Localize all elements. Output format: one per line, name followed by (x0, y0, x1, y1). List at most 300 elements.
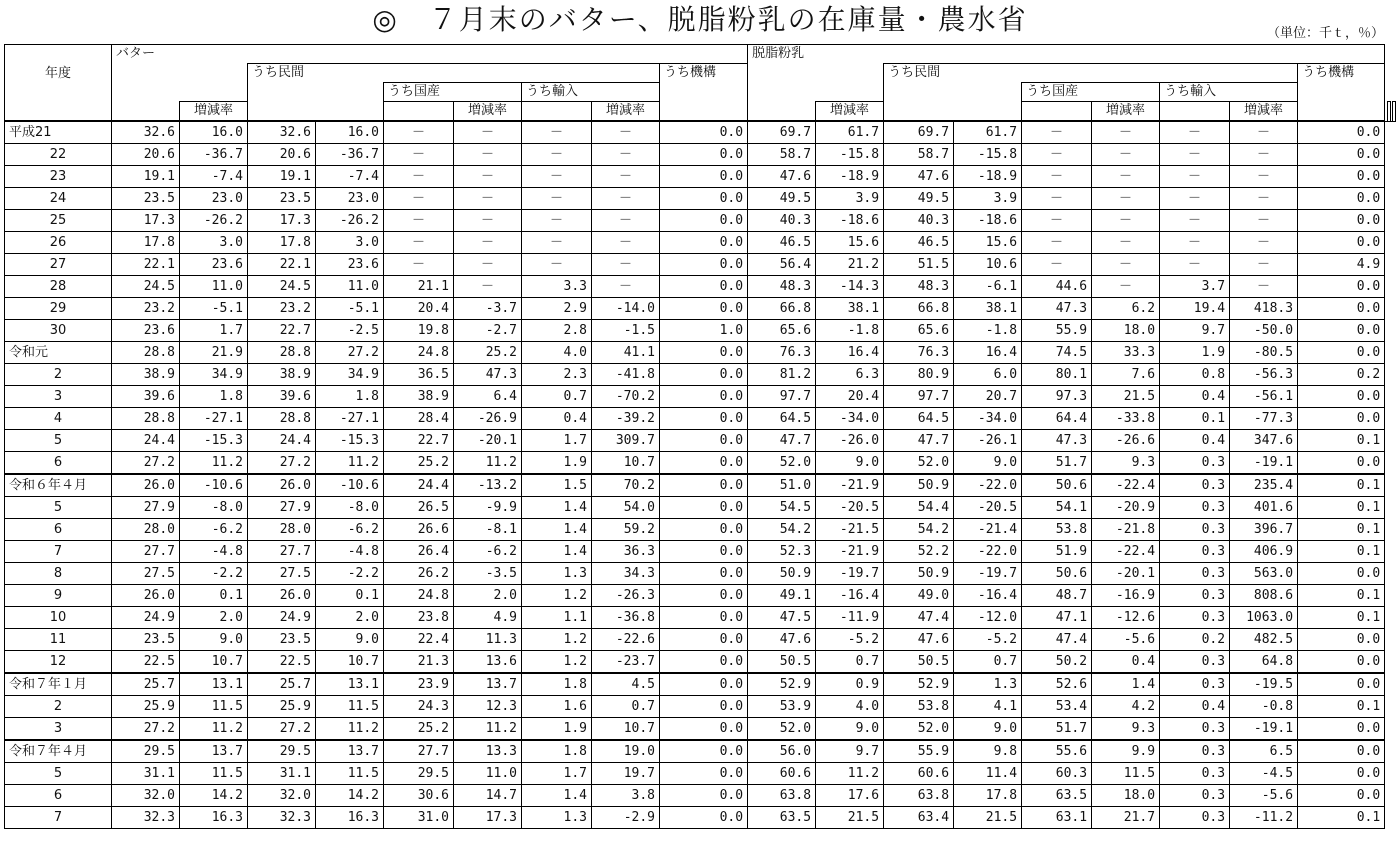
table-header (5, 45, 1396, 122)
row-period: 令和元 (5, 342, 112, 364)
table-cell: -16.4 (954, 585, 1022, 607)
table-cell: 21.5 (1092, 386, 1160, 408)
table-cell: 0.4 (1160, 696, 1230, 718)
table-cell: 27.2 (112, 718, 180, 741)
table-cell: 21.3 (384, 651, 454, 674)
table-cell: 60.3 (1022, 763, 1092, 785)
table-cell: 17.8 (954, 785, 1022, 807)
table-cell: 54.2 (884, 519, 954, 541)
table-cell: 1.8 (180, 386, 248, 408)
header-butter-private-value-blank (384, 102, 454, 122)
table-cell: -36.7 (316, 144, 384, 166)
table-cell: -16.4 (816, 585, 884, 607)
table-cell: 1.5 (522, 474, 592, 497)
table-cell: 11.5 (1092, 763, 1160, 785)
table-cell: 6.5 (1230, 740, 1298, 763)
row-period: 25 (5, 210, 112, 232)
table-cell: － (592, 188, 660, 210)
table-cell: 23.5 (248, 188, 316, 210)
table-row (5, 452, 1396, 475)
table-cell: 32.3 (112, 807, 180, 829)
table-row (5, 497, 1396, 519)
table-cell: 47.6 (884, 166, 954, 188)
table-row (5, 276, 1396, 298)
table-cell: -12.6 (1092, 607, 1160, 629)
table-cell: -21.8 (1092, 519, 1160, 541)
table-cell: 0.0 (1298, 232, 1385, 254)
table-cell: 0.0 (660, 210, 748, 232)
table-cell: 1.8 (522, 673, 592, 696)
table-cell: 47.6 (884, 629, 954, 651)
table-cell: -19.7 (816, 563, 884, 585)
table-cell: 23.2 (248, 298, 316, 320)
table-cell: 1.3 (954, 673, 1022, 696)
table-cell: -26.9 (454, 408, 522, 430)
table-cell: － (592, 232, 660, 254)
table-cell: 9.7 (816, 740, 884, 763)
table-cell: 2.0 (454, 585, 522, 607)
table-cell: 52.9 (748, 673, 816, 696)
table-cell: 31.1 (248, 763, 316, 785)
table-cell: 52.9 (884, 673, 954, 696)
table-cell: 0.0 (1298, 651, 1385, 674)
header-butter-private-blank (248, 83, 384, 122)
table-cell: 49.5 (884, 188, 954, 210)
table-cell: 38.9 (384, 386, 454, 408)
table-cell: 54.1 (1022, 497, 1092, 519)
table-cell: 28.8 (248, 408, 316, 430)
table-cell: 2.0 (316, 607, 384, 629)
table-cell: 0.1 (1298, 807, 1385, 829)
table-cell: -3.5 (454, 563, 522, 585)
table-cell: 1.8 (316, 386, 384, 408)
table-cell: 15.6 (954, 232, 1022, 254)
table-cell: 7.6 (1092, 364, 1160, 386)
table-cell: -34.0 (954, 408, 1022, 430)
table-cell: 14.2 (316, 785, 384, 807)
table-cell: -21.9 (816, 541, 884, 563)
table-cell: 63.5 (748, 807, 816, 829)
table-cell: 97.7 (884, 386, 954, 408)
row-period: 令和７年４月 (5, 740, 112, 763)
table-cell: 0.1 (316, 585, 384, 607)
table-cell: － (454, 232, 522, 254)
table-cell: 0.0 (660, 541, 748, 563)
table-cell: -34.0 (816, 408, 884, 430)
table-cell: 0.1 (1160, 408, 1230, 430)
header-butter-import-value-blank (748, 102, 816, 122)
table-cell: 69.7 (884, 121, 954, 144)
table-cell: 60.6 (884, 763, 954, 785)
row-period: 6 (5, 785, 112, 807)
table-cell: -15.8 (816, 144, 884, 166)
table-cell: 11.5 (316, 763, 384, 785)
table-cell: 0.3 (1160, 740, 1230, 763)
table-cell: 97.3 (1022, 386, 1092, 408)
table-cell: 1.9 (1160, 342, 1230, 364)
table-cell: -6.2 (180, 519, 248, 541)
table-cell: － (454, 276, 522, 298)
table-cell: -10.6 (316, 474, 384, 497)
table-cell: 39.6 (112, 386, 180, 408)
table-cell: － (1022, 166, 1092, 188)
table-cell: 2.0 (180, 607, 248, 629)
inventory-table (4, 44, 1396, 829)
table-cell: 16.4 (954, 342, 1022, 364)
table-cell: 0.2 (1160, 629, 1230, 651)
table-cell: 0.0 (1298, 298, 1385, 320)
table-cell: 0.0 (660, 718, 748, 741)
table-cell: 13.3 (454, 740, 522, 763)
table-cell: 22.7 (248, 320, 316, 342)
table-cell: 63.8 (884, 785, 954, 807)
table-cell: 0.0 (660, 696, 748, 718)
table-cell: － (1092, 254, 1160, 276)
table-cell: － (592, 210, 660, 232)
table-cell: － (1230, 144, 1298, 166)
table-cell: 65.6 (884, 320, 954, 342)
table-cell: 66.8 (884, 298, 954, 320)
table-cell: 4.0 (816, 696, 884, 718)
table-cell: -16.9 (1092, 585, 1160, 607)
table-cell: 76.3 (884, 342, 954, 364)
table-cell: － (384, 188, 454, 210)
table-cell: 49.5 (748, 188, 816, 210)
table-cell: 0.0 (1298, 342, 1385, 364)
header-butter-blank (112, 102, 180, 122)
table-cell: 0.0 (660, 232, 748, 254)
table-cell: -18.9 (954, 166, 1022, 188)
table-cell: 4.5 (592, 673, 660, 696)
table-cell: 0.7 (954, 651, 1022, 674)
table-cell: 51.7 (1022, 718, 1092, 741)
table-row (5, 519, 1396, 541)
table-cell: 10.7 (316, 651, 384, 674)
table-cell: -9.9 (454, 497, 522, 519)
table-cell: 24.9 (248, 607, 316, 629)
header-rate: 増減率 (1092, 102, 1160, 122)
table-cell: 0.0 (1298, 386, 1385, 408)
table-cell: 0.0 (1298, 188, 1385, 210)
table-cell: -15.8 (954, 144, 1022, 166)
table-cell: 26.0 (112, 585, 180, 607)
table-cell: -36.8 (592, 607, 660, 629)
table-cell: － (1022, 144, 1092, 166)
table-cell: 53.8 (1022, 519, 1092, 541)
table-cell: 3.8 (592, 785, 660, 807)
table-cell: 396.7 (1230, 519, 1298, 541)
table-cell: 50.6 (1022, 563, 1092, 585)
row-period: 4 (5, 408, 112, 430)
table-cell: 26.0 (112, 474, 180, 497)
table-cell: 13.1 (180, 673, 248, 696)
table-cell: 28.8 (248, 342, 316, 364)
table-cell: 64.5 (748, 408, 816, 430)
table-cell: 50.9 (748, 563, 816, 585)
table-cell: -18.6 (954, 210, 1022, 232)
table-cell: 22.4 (384, 629, 454, 651)
table-cell: 0.0 (660, 430, 748, 452)
table-cell: 23.0 (180, 188, 248, 210)
table-cell: -22.6 (592, 629, 660, 651)
table-cell: 22.5 (248, 651, 316, 674)
header-rate: 増減率 (180, 102, 248, 122)
table-cell: 9.0 (954, 452, 1022, 475)
table-cell: 50.2 (1022, 651, 1092, 674)
table-cell: 309.7 (592, 430, 660, 452)
table-cell: 26.2 (384, 563, 454, 585)
table-cell: 24.3 (384, 696, 454, 718)
table-cell: 2.3 (522, 364, 592, 386)
table-cell: 24.4 (248, 430, 316, 452)
table-cell: 0.0 (660, 740, 748, 763)
table-cell: 3.3 (522, 276, 592, 298)
table-cell: 97.7 (748, 386, 816, 408)
header-butter-import: うち輸入 (522, 83, 660, 102)
table-cell: － (1230, 210, 1298, 232)
table-cell: 26.4 (384, 541, 454, 563)
table-cell: 23.8 (384, 607, 454, 629)
table-cell: 1.1 (522, 607, 592, 629)
header-skim-domestic: うち国産 (1022, 83, 1160, 102)
table-cell: 0.0 (660, 188, 748, 210)
table-cell: 0.3 (1160, 497, 1230, 519)
table-cell: 0.0 (660, 166, 748, 188)
table-cell: 4.9 (454, 607, 522, 629)
table-cell: 11.2 (816, 763, 884, 785)
table-cell: 0.3 (1160, 585, 1230, 607)
table-cell: 63.5 (1022, 785, 1092, 807)
table-cell: 0.0 (1298, 121, 1385, 144)
table-cell: 10.7 (180, 651, 248, 674)
table-cell: 0.3 (1160, 541, 1230, 563)
table-cell: 17.8 (112, 232, 180, 254)
table-cell: 12.3 (454, 696, 522, 718)
table-cell: 51.7 (1022, 452, 1092, 475)
table-cell: 64.4 (1022, 408, 1092, 430)
table-cell: － (1022, 188, 1092, 210)
table-cell: － (1230, 121, 1298, 144)
table-cell: 64.5 (884, 408, 954, 430)
row-period: 5 (5, 430, 112, 452)
table-cell: 47.3 (1022, 430, 1092, 452)
table-cell: -5.6 (1092, 629, 1160, 651)
table-cell: -13.2 (454, 474, 522, 497)
table-row (5, 144, 1396, 166)
table-row (5, 651, 1396, 674)
table-cell: 9.3 (1092, 718, 1160, 741)
table-cell: 0.3 (1160, 718, 1230, 741)
table-cell: 51.0 (748, 474, 816, 497)
table-cell: － (384, 210, 454, 232)
table-cell: － (1022, 121, 1092, 144)
table-cell: -3.7 (454, 298, 522, 320)
table-cell: 0.7 (592, 696, 660, 718)
table-cell: － (522, 210, 592, 232)
header-skim-private-value-blank (1160, 102, 1230, 122)
table-cell: 18.0 (1092, 320, 1160, 342)
table-cell: 1.4 (522, 519, 592, 541)
table-cell: 49.0 (884, 585, 954, 607)
table-cell: 11.2 (180, 718, 248, 741)
table-row (5, 430, 1396, 452)
table-cell: 48.7 (1022, 585, 1092, 607)
table-cell: － (1092, 232, 1160, 254)
table-cell: -19.1 (1230, 452, 1298, 475)
table-cell: 9.0 (954, 718, 1022, 741)
table-cell: 418.3 (1230, 298, 1298, 320)
table-cell: -20.9 (1092, 497, 1160, 519)
table-cell: 33.3 (1092, 342, 1160, 364)
table-row (5, 254, 1396, 276)
table-cell: 46.5 (884, 232, 954, 254)
table-cell: -2.2 (316, 563, 384, 585)
table-cell: 13.7 (316, 740, 384, 763)
row-period: 5 (5, 763, 112, 785)
table-cell: 0.0 (660, 607, 748, 629)
table-cell: -20.1 (454, 430, 522, 452)
row-period: 9 (5, 585, 112, 607)
table-cell: -15.3 (316, 430, 384, 452)
table-cell: － (1230, 254, 1298, 276)
table-cell: － (522, 188, 592, 210)
table-cell: － (592, 166, 660, 188)
table-cell: -26.2 (316, 210, 384, 232)
table-row (5, 740, 1396, 763)
table-cell: -50.0 (1230, 320, 1298, 342)
table-cell: － (1092, 121, 1160, 144)
table-row (5, 785, 1396, 807)
table-cell: 9.0 (316, 629, 384, 651)
table-cell: 53.8 (884, 696, 954, 718)
table-cell: -6.1 (954, 276, 1022, 298)
table-cell: 235.4 (1230, 474, 1298, 497)
header-rate (1393, 102, 1396, 122)
table-cell: － (1022, 232, 1092, 254)
table-cell: -5.6 (1230, 785, 1298, 807)
table-cell: 32.3 (248, 807, 316, 829)
table-cell: － (1230, 276, 1298, 298)
table-cell: 50.5 (884, 651, 954, 674)
table-cell: 14.7 (454, 785, 522, 807)
table-cell: 9.9 (1092, 740, 1160, 763)
header-skim-blank (1022, 102, 1092, 122)
table-cell: -26.3 (592, 585, 660, 607)
table-cell: 0.0 (660, 298, 748, 320)
table-row (5, 673, 1396, 696)
table-cell: 0.3 (1160, 452, 1230, 475)
table-cell: 32.6 (248, 121, 316, 144)
table-cell: 32.6 (112, 121, 180, 144)
table-cell: 47.6 (748, 166, 816, 188)
table-cell: -8.0 (316, 497, 384, 519)
table-cell: 23.0 (316, 188, 384, 210)
row-period: 23 (5, 166, 112, 188)
table-cell: -20.1 (1092, 563, 1160, 585)
table-cell: 0.0 (1298, 763, 1385, 785)
table-cell: 38.1 (954, 298, 1022, 320)
row-period: 8 (5, 563, 112, 585)
table-cell: 1.6 (522, 696, 592, 718)
row-period: 30 (5, 320, 112, 342)
table-cell: 38.1 (816, 298, 884, 320)
table-cell: -22.0 (954, 541, 1022, 563)
table-cell: -6.2 (316, 519, 384, 541)
table-cell: 19.4 (1160, 298, 1230, 320)
table-cell: 23.5 (112, 629, 180, 651)
table-row (5, 121, 1396, 144)
table-cell: 52.6 (1022, 673, 1092, 696)
table-cell: 4.9 (1298, 254, 1385, 276)
table-cell: 34.9 (180, 364, 248, 386)
table-cell: 48.3 (748, 276, 816, 298)
table-cell: -11.2 (1230, 807, 1298, 829)
table-cell: 563.0 (1230, 563, 1298, 585)
table-cell: 9.0 (816, 452, 884, 475)
row-period: 26 (5, 232, 112, 254)
table-cell: 27.2 (248, 452, 316, 475)
table-cell: 24.5 (112, 276, 180, 298)
table-cell: 21.5 (816, 807, 884, 829)
table-cell: 20.6 (112, 144, 180, 166)
table-cell: 40.3 (748, 210, 816, 232)
table-cell: － (522, 254, 592, 276)
table-cell: 16.0 (316, 121, 384, 144)
table-cell: 0.0 (1298, 276, 1385, 298)
header-skim-import: うち輸入 (1160, 83, 1298, 102)
table-row (5, 563, 1396, 585)
table-cell: 47.3 (454, 364, 522, 386)
table-cell: 52.0 (748, 452, 816, 475)
table-cell: 0.0 (660, 585, 748, 607)
table-cell: 21.1 (384, 276, 454, 298)
table-cell: 0.1 (1298, 519, 1385, 541)
table-cell: 0.4 (1160, 386, 1230, 408)
table-cell: 63.8 (748, 785, 816, 807)
table-cell: 38.9 (248, 364, 316, 386)
table-cell: 64.8 (1230, 651, 1298, 674)
table-cell: -5.2 (954, 629, 1022, 651)
table-row (5, 364, 1396, 386)
table-cell: -6.2 (454, 541, 522, 563)
table-cell: -4.8 (180, 541, 248, 563)
table-cell: 347.6 (1230, 430, 1298, 452)
table-cell: 17.3 (248, 210, 316, 232)
table-cell: 61.7 (954, 121, 1022, 144)
table-cell: -21.5 (816, 519, 884, 541)
table-cell: 32.0 (248, 785, 316, 807)
table-cell: 10.7 (592, 718, 660, 741)
table-cell: 0.0 (1298, 785, 1385, 807)
row-period: 22 (5, 144, 112, 166)
table-cell: -26.2 (180, 210, 248, 232)
table-cell: -22.4 (1092, 541, 1160, 563)
row-period: 10 (5, 607, 112, 629)
table-cell: 11.4 (954, 763, 1022, 785)
table-cell: － (454, 210, 522, 232)
table-cell: -14.0 (592, 298, 660, 320)
row-period: 2 (5, 696, 112, 718)
table-cell: 1.8 (522, 740, 592, 763)
table-cell: 25.9 (112, 696, 180, 718)
header-rate: 増減率 (592, 102, 660, 122)
table-cell: 25.7 (112, 673, 180, 696)
header-butter-total-blank (112, 64, 248, 102)
row-period: 3 (5, 718, 112, 741)
table-row (5, 188, 1396, 210)
table-cell: 32.0 (112, 785, 180, 807)
table-cell: -39.2 (592, 408, 660, 430)
